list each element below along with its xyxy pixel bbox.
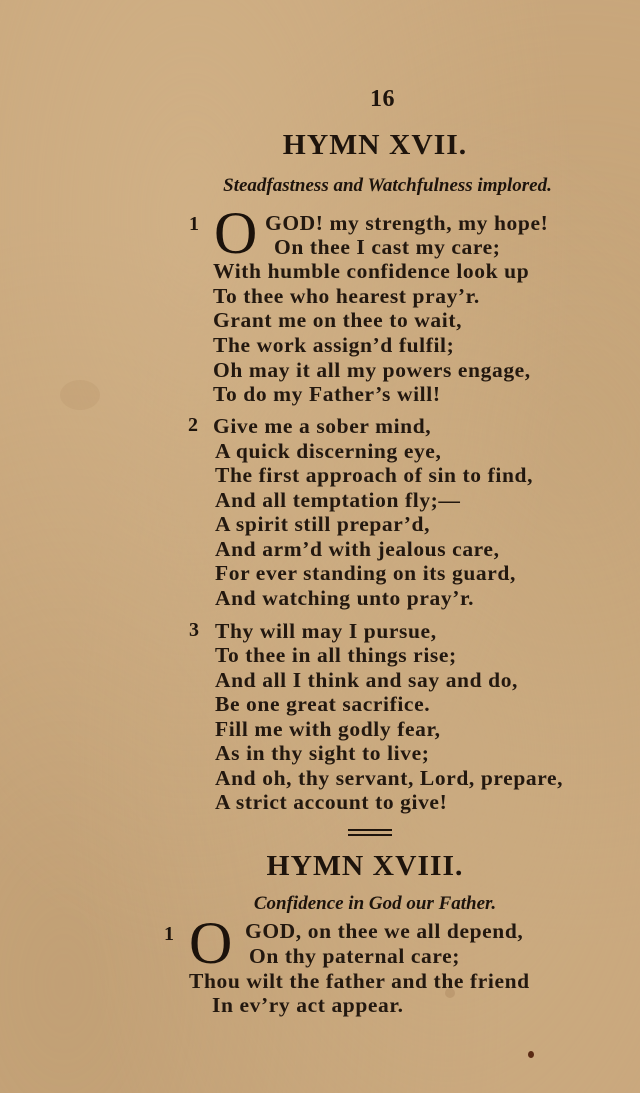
verse-line: And all I think and say and do, [215, 668, 519, 692]
verse-line: The first approach of sin to find, [215, 463, 534, 487]
section-divider [348, 829, 392, 836]
drop-cap: O [189, 910, 233, 976]
verse-number: 2 [188, 414, 198, 436]
verse-line: As in thy sight to live; [215, 741, 430, 765]
ink-spot [528, 1051, 534, 1058]
hymn-subtitle: Confidence in God our Father. [253, 893, 497, 914]
verse-line: Thou wilt the father and the friend [189, 969, 530, 993]
verse-number: 1 [164, 923, 174, 945]
verse-line: On thy paternal care; [249, 944, 461, 968]
verse-line: A strict account to give! [215, 790, 448, 814]
verse-line: Fill me with godly fear, [215, 717, 441, 741]
verse-line: In ev’ry act appear. [212, 993, 404, 1017]
verse-line: And all temptation fly;— [215, 488, 461, 512]
page-number: 16 [370, 86, 395, 112]
paper-stain [60, 380, 100, 410]
verse-line: Grant me on thee to wait, [213, 308, 463, 332]
verse-line: On thee I cast my care; [274, 235, 501, 259]
verse-line: To do my Father’s will! [213, 382, 441, 406]
verse-number: 3 [189, 619, 199, 641]
verse-line: GOD, on thee we all depend, [245, 919, 524, 943]
verse-line: Be one great sacrifice. [215, 692, 431, 716]
verse-line: The work assign’d fulfil; [213, 333, 455, 357]
verse-line: Oh may it all my powers engage, [213, 358, 531, 382]
verse-line: A spirit still prepar’d, [215, 512, 431, 536]
verse-line: And watching unto pray’r. [215, 586, 475, 610]
verse-line: To thee in all things rise; [215, 643, 457, 667]
verse-line: To thee who hearest pray’r. [213, 284, 480, 308]
verse-line: For ever standing on its guard, [215, 561, 516, 585]
verse-line: A quick discerning eye, [215, 439, 442, 463]
hymn-subtitle: Steadfastness and Watchfulness implored. [223, 175, 552, 196]
verse-line: Thy will may I pursue, [215, 619, 437, 643]
verse-line: And oh, thy servant, Lord, prepare, [215, 766, 564, 790]
verse-line: With humble confidence look up [213, 259, 530, 283]
verse-line: Give me a sober mind, [213, 414, 432, 438]
verse-line: GOD! my strength, my hope! [265, 211, 549, 235]
verse-line: And arm’d with jealous care, [215, 537, 500, 561]
verse-number: 1 [189, 213, 199, 235]
hymn-title: HYMN XVII. [282, 129, 468, 161]
drop-cap: O [214, 200, 258, 266]
hymn-title: HYMN XVIII. [266, 850, 464, 882]
